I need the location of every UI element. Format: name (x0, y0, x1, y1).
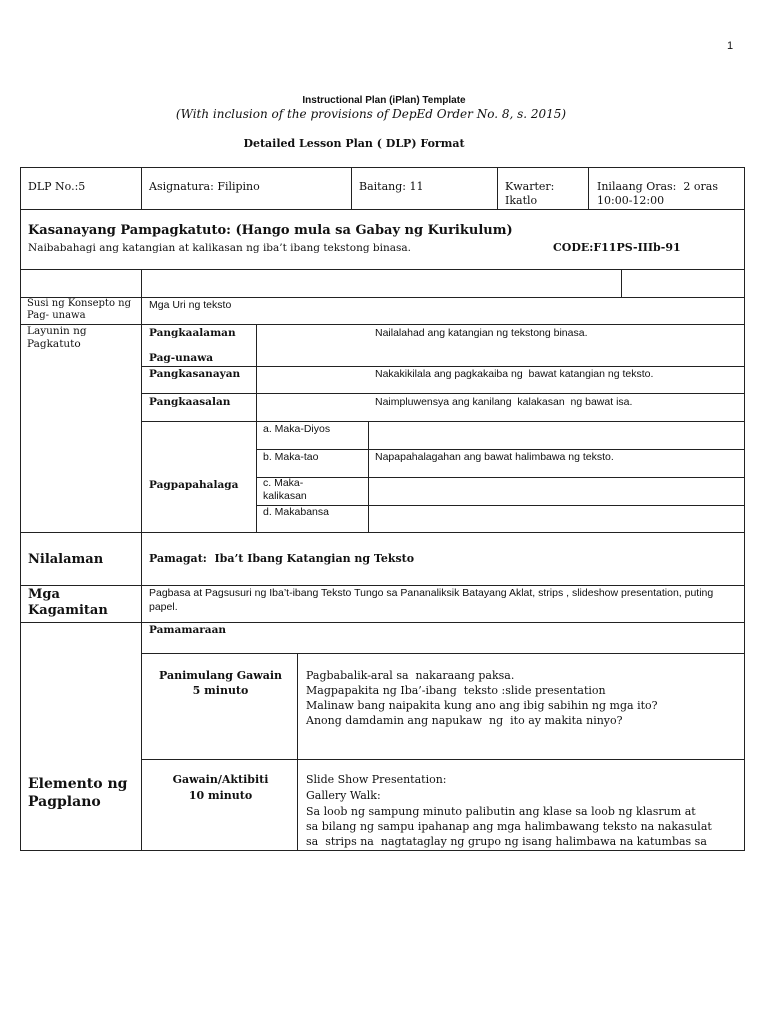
kagamitan-value-cell (141, 585, 745, 623)
kasanayan-cell (20, 209, 745, 270)
maka-tao-text: Napapahalagahan ang bawat halimbawa ng teksto. (375, 451, 614, 463)
panimulang-line-1: Pagbabalik-aral sa nakaraang paksa. (306, 669, 515, 682)
pangkaalaman-text: Nailalahad ang katangian ng tekstong binasa. (375, 327, 588, 339)
maka-tao-label: b. Maka-tao (263, 451, 319, 463)
gawain-label: Gawain/Aktibiti (172, 773, 269, 786)
susi-value: Mga Uri ng teksto (149, 299, 232, 311)
gawain-line-4: sa bilang ng sampu ipahanap ang mga halimbawang teksto na nakasulat (306, 820, 712, 833)
pangkaasalan-text: Naimpluwensya ang kanilang kalakasan ng bawat isa. (375, 396, 633, 408)
makabansa-text-cell (368, 505, 745, 533)
oras-cell (588, 167, 745, 210)
kasanayan-title: Kasanayang Pampagkatuto: (Hango mula sa Gabay ng Kurikulum) (28, 223, 513, 238)
gawain-time: 10 minuto (188, 789, 253, 802)
maka-diyos-text-cell (368, 421, 745, 450)
pangkaasalan-label-cell (141, 393, 257, 422)
elemento-label: Elemento ng Pagplano (28, 776, 128, 811)
pangkaasalan-text-cell (256, 393, 745, 422)
pangkasanayan-text: Nakakikilala ang pagkakaiba ng bawat katangian ng teksto. (375, 368, 654, 380)
layunin-label-cell (20, 324, 142, 533)
page-number: 1 (727, 40, 734, 52)
gawain-text-cell (297, 759, 745, 851)
oras-label: Inilaang Oras: 2 oras (597, 180, 718, 193)
pagpapahalaga-label-cell (141, 421, 257, 533)
nilalaman-value-cell (141, 532, 745, 586)
template-title: Instructional Plan (iPlan) Template (302, 95, 466, 106)
gawain-line-3: Sa loob ng sampung minuto palibutin ang klase sa loob ng klasrum at (306, 805, 696, 818)
kagamitan-label: Mga Kagamitan (28, 587, 108, 618)
maka-diyos-label-cell (256, 421, 369, 450)
maka-tao-label-cell (256, 449, 369, 478)
pangkaalaman-text-cell (256, 324, 745, 367)
makabansa-label-cell (256, 505, 369, 533)
kwarter-cell (497, 167, 589, 210)
maka-kalikasan-label-cell (256, 477, 369, 506)
pangkasanayan-text-cell (256, 366, 745, 394)
gawain-line-2: Gallery Walk: (306, 789, 381, 802)
baitang: Baitang: 11 (359, 180, 424, 193)
template-subtitle: (With inclusion of the provisions of DepEd Order No. 8, s. 2015) (175, 107, 567, 121)
layunin-label: Layunin ng Pagkatuto (27, 325, 87, 350)
kwarter-label: Kwarter: (505, 180, 555, 193)
nilalaman-value: Pamagat: Iba’t Ibang Katangian ng Teksto (149, 552, 415, 565)
blank-cell-2 (141, 269, 622, 298)
pamamaraan-label: Pamamaraan (149, 624, 227, 636)
panimulang-line-3: Malinaw bang naipakita kung ano ang ibig sabihin ng mga ito? (306, 699, 658, 712)
nilalaman-label-cell (20, 532, 142, 586)
baitang-cell (351, 167, 498, 210)
maka-kalikasan-text-cell (368, 477, 745, 506)
panimulang-label: Panimulang Gawain (158, 669, 283, 682)
kagamitan-value: Pagbasa at Pagsusuri ng Iba’t-ibang Teksto Tungo sa Pananaliksik Batayang Aklat, strips , slideshow presentation, puting papel. (149, 587, 714, 613)
blank-cell-3 (621, 269, 745, 298)
susi-label: Susi ng Konsepto ng Pag- unawa (27, 298, 131, 321)
nilalaman-label: Nilalaman (28, 552, 104, 567)
susi-value-cell (141, 297, 745, 325)
kwarter-value: Ikatlo (505, 194, 538, 207)
maka-kalikasan-label: c. Maka- kalikasan (263, 477, 307, 502)
asignatura: Asignatura: Filipino (149, 180, 260, 193)
susi-label-cell (20, 297, 142, 325)
panimulang-line-4: Anong damdamin ang napukaw ng ito ay makita ninyo? (306, 714, 623, 727)
gawain-label-cell (141, 759, 298, 851)
makabansa-label: d. Makabansa (263, 506, 329, 518)
pangkaalaman-label-cell (141, 324, 257, 367)
pangkaalaman-label: Pangkaalaman (149, 327, 236, 339)
pagpapahalaga-label: Pagpapahalaga (149, 479, 239, 491)
asignatura-cell (141, 167, 352, 210)
pangkasanayan-label: Pangkasanayan (149, 368, 241, 380)
panimulang-label-cell (141, 653, 298, 760)
panimulang-text-cell (297, 653, 745, 760)
pag-unawa-label: Pag-unawa (149, 352, 214, 364)
format-title: Detailed Lesson Plan ( DLP) Format (243, 137, 465, 150)
elemento-label-cell (20, 622, 142, 851)
kasanayan-text: Naibabahagi ang katangian at kalikasan ng iba’t ibang tekstong binasa. (28, 242, 411, 254)
blank-cell-1 (20, 269, 142, 298)
gawain-line-1: Slide Show Presentation: (306, 773, 447, 786)
gawain-line-5: sa strips na nagtataglay ng grupo ng isang halimbawa na katumbas sa (306, 835, 707, 848)
kasanayan-code: CODE:F11PS-IIIb-91 (553, 241, 681, 254)
oras-value: 10:00-12:00 (597, 194, 665, 207)
panimulang-line-2: Magpapakita ng Iba’-ibang teksto :slide presentation (306, 684, 606, 697)
maka-tao-text-cell (368, 449, 745, 478)
dlp-no-cell (20, 167, 142, 210)
pangkasanayan-label-cell (141, 366, 257, 394)
pangkaasalan-label: Pangkaasalan (149, 396, 231, 408)
dlp-no: DLP No.:5 (28, 180, 86, 193)
maka-diyos-label: a. Maka-Diyos (263, 423, 331, 435)
kagamitan-label-cell (20, 585, 142, 623)
pamamaraan-cell (141, 622, 745, 654)
panimulang-time: 5 minuto (192, 684, 249, 697)
